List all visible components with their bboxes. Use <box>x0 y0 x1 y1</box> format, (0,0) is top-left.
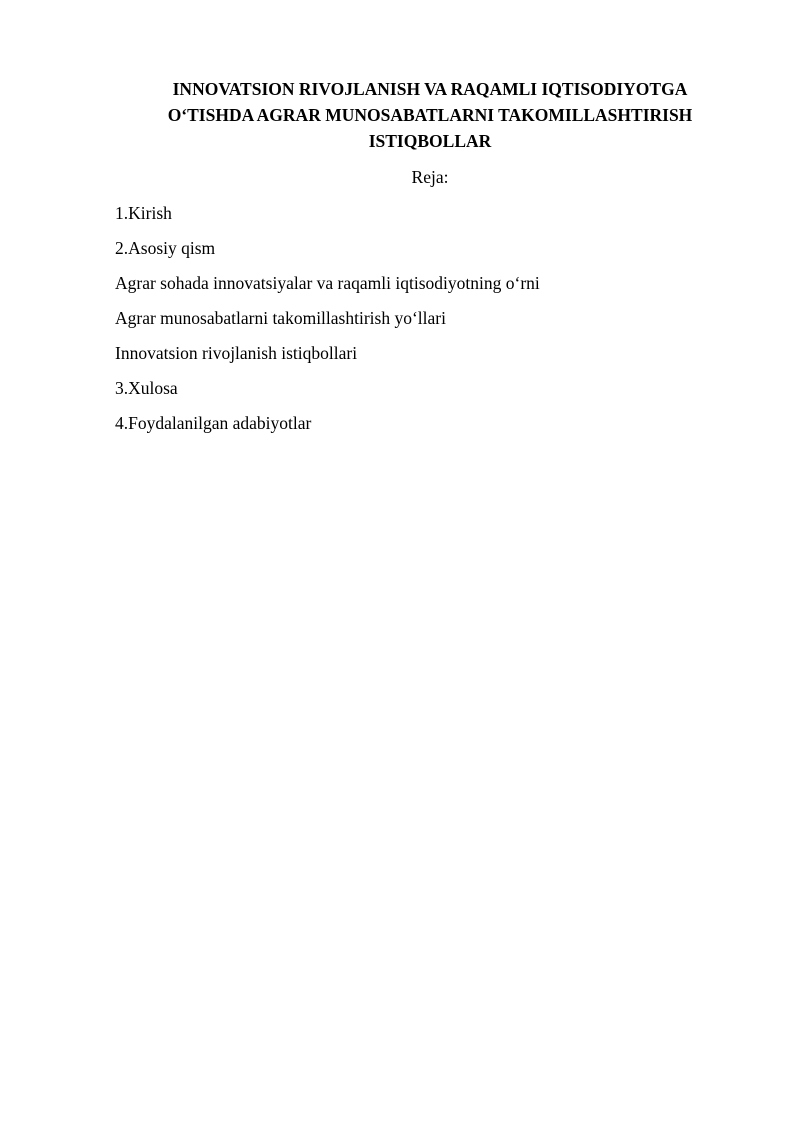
plan-list <box>115 201 540 446</box>
plan-item-main-part: 2.Asosiy qism <box>115 238 216 258</box>
title-line-3: ISTIQBOLLAR <box>368 131 492 151</box>
title-line-2: O‘TISHDA AGRAR MUNOSABATLARNI TAKOMILLASHTIRISH <box>167 105 693 125</box>
plan-item-innovations-role: Agrar sohada innovatsiyalar va raqamli iqtisodiyotning o‘rni <box>115 273 540 293</box>
plan-item-development-prospects: Innovatsion rivojlanish istiqbollari <box>115 343 358 363</box>
title-line-1: INNOVATSION RIVOJLANISH VA RAQAMLI IQTISODIYOTGA <box>172 79 688 99</box>
plan-item-conclusion: 3.Xulosa <box>115 378 178 398</box>
plan-item-references: 4.Foydalanilgan adabiyotlar <box>115 413 312 433</box>
plan-item-improvement-ways: Agrar munosabatlarni takomillashtirish yo‘llari <box>115 308 446 328</box>
plan-heading: Reja: <box>411 167 449 187</box>
document-title <box>120 76 740 154</box>
plan-item-introduction: 1.Kirish <box>115 203 172 223</box>
